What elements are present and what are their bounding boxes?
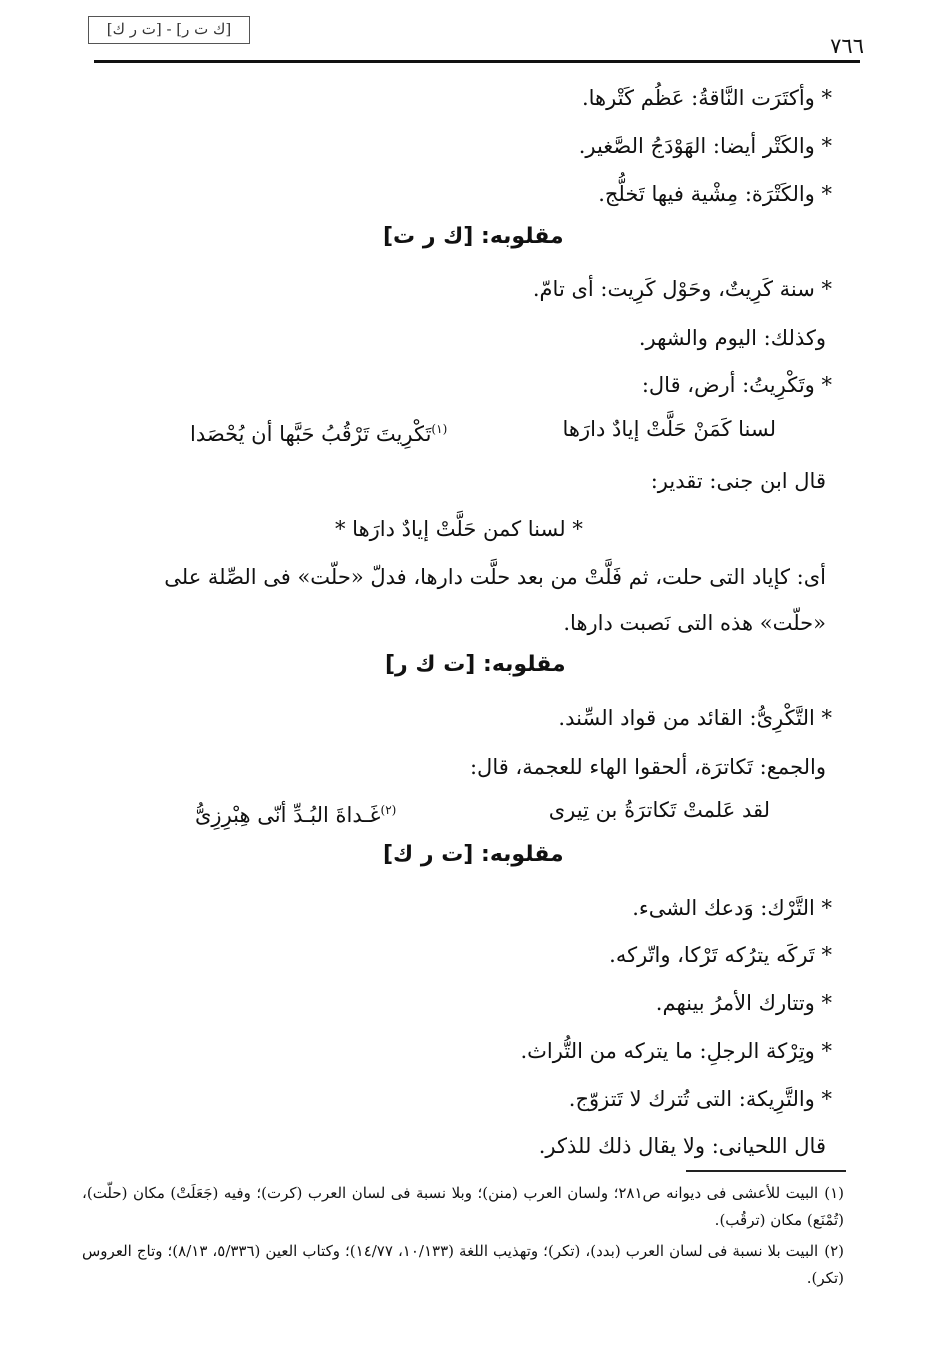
entry-line: * وتتارك الأمرُ بينهم. bbox=[655, 991, 832, 1015]
section-heading: مقلوبه: [ك ر ت] bbox=[383, 224, 564, 249]
verse-text: تَكْرِيتَ تَرْقُبُ حَبَّها أن يُحْصَدا bbox=[190, 422, 432, 446]
entry-line: * وتِرْكة الرجلِ: ما يتركه من التُّراث. bbox=[520, 1039, 832, 1063]
entry-line: * والكَتْرَة: مِشْية فيها تَخلُّج. bbox=[598, 182, 832, 206]
entry-line: * وتَكْرِيتُ: أرض، قال: bbox=[641, 373, 832, 397]
footnote-2 bbox=[82, 1238, 844, 1292]
running-head: [ك ت ر] - [ت ر ك] bbox=[88, 16, 250, 44]
entry-line: * تَركَه يترُكه تَرْكا، واتّركه. bbox=[609, 943, 832, 967]
entry-line: وكذلك: اليوم والشهر. bbox=[638, 326, 826, 350]
footnote-ref: (٢) bbox=[380, 803, 397, 817]
entry-line: «حلّت» هذه التى نَصبت دارها. bbox=[563, 611, 826, 635]
footnote-rule bbox=[686, 1170, 846, 1172]
quoted-hemistich: * لسنا كمن حَلَّتْ إيادٌ دارَها * bbox=[335, 517, 583, 541]
entry-line: * والتَّرِيكة: التى تُترك لا تَتزوّج. bbox=[568, 1087, 832, 1111]
footnote-number: (٢) bbox=[824, 1242, 844, 1260]
entry-line: والجمع: تَكاترَة، ألحقوا الهاء للعجمة، قال: bbox=[469, 755, 826, 779]
section-heading: مقلوبه: [ت ر ك] bbox=[383, 842, 564, 867]
footnote-ref: (١) bbox=[431, 422, 448, 436]
entry-line: قال اللحيانى: ولا يقال ذلك للذكر. bbox=[538, 1134, 826, 1158]
footnote-text: البيت للأعشى فى ديوانه ص٢٨١؛ ولسان العرب (منن)؛ وبلا نسبة فى لسان العرب (كرت)؛ وفيه (جَعَلَتْ) مكان (حلّت)، (تُمْنَع) مكان (ترقُب). bbox=[82, 1184, 844, 1229]
verse-second-hemistich bbox=[195, 795, 396, 830]
footnote-text: البيت بلا نسبة فى لسان العرب (بدد)، (تكر)؛ وتهذيب اللغة (١٠/١٣٣، ١٤/٧٧)؛ وكتاب العين (٥/٣٣٦، ٨/١٣)؛ وتاج العروس (تكر). bbox=[82, 1242, 844, 1287]
section-heading: مقلوبه: [ت ك ر] bbox=[385, 652, 566, 677]
entry-line: أى: كإياد التى حلت، ثم فَلَّتْ من بعد حلَّت دارها، فدلّ «حلّت» فى الصِّلة على bbox=[164, 565, 826, 589]
footnote-1 bbox=[82, 1180, 844, 1234]
entry-line: قال ابن جنى: تقدير: bbox=[650, 469, 826, 493]
verse-first-hemistich: لقد عَلمتْ تَكاترَةُ بن تِيرى bbox=[548, 798, 770, 822]
entry-line: * التَّرْك: وَدعك الشىء. bbox=[632, 896, 832, 920]
entry-line: * وأكتَرَت النَّاقةُ: عَظُم كَتْرها. bbox=[581, 86, 832, 110]
entry-line: * والكَتْر أيضا: الهَوْدَجُ الصَّغير. bbox=[578, 134, 832, 158]
header-rule bbox=[94, 60, 860, 63]
page-number: ٧٦٦ bbox=[830, 34, 864, 58]
footnote-number: (١) bbox=[824, 1184, 844, 1202]
entry-line: * التَّكْرِىُّ: القائد من قواد السِّند. bbox=[558, 706, 832, 730]
verse-text: غَـداةَ البُـدِّ أنّى هِبْرِزِىُّ bbox=[195, 803, 381, 827]
verse-second-hemistich bbox=[190, 414, 447, 449]
verse-first-hemistich: لسنا كَمَنْ حَلَّتْ إيادٌ دارَها bbox=[562, 417, 776, 441]
entry-line: * سنة كَرِيتٌ، وحَوْل كَرِيت: أى تامّ. bbox=[532, 277, 832, 301]
